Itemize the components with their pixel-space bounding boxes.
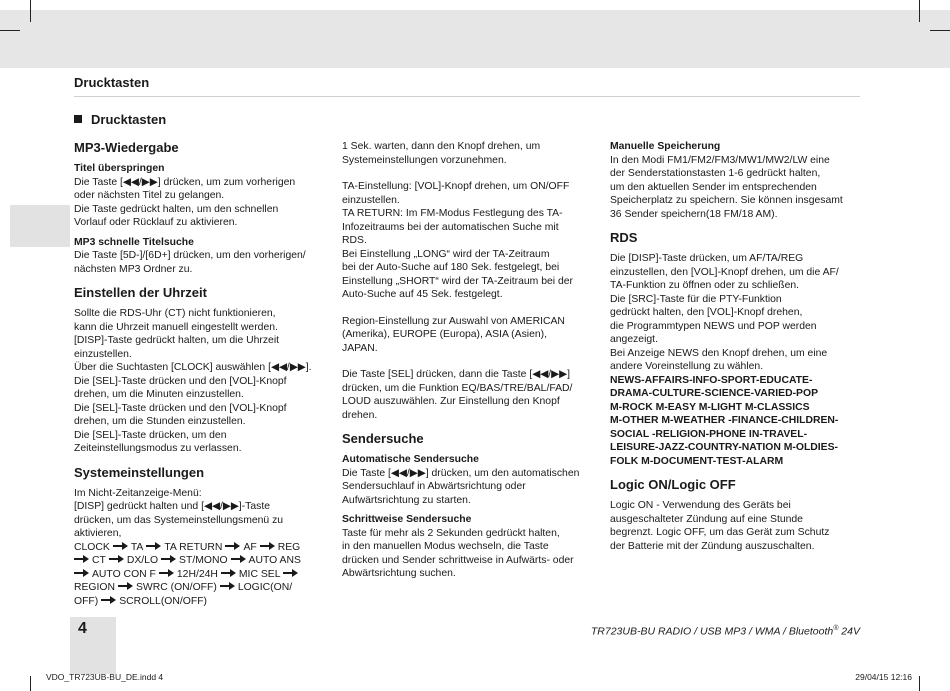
text-line: Über die Suchtasten [CLOCK] auswählen [◀◀/▶▶]. <box>74 362 312 373</box>
arrow-right-icon <box>146 542 161 550</box>
text-line: Aufwärtsrichtung zu starten. <box>342 494 471 506</box>
text-line: um den aktuellen Sender im entsprechenden <box>610 181 817 193</box>
pty-line: M-OTHER M-WEATHER -FINANCE-CHILDREN- <box>610 415 839 426</box>
heading-clock: Einstellen der Uhrzeit <box>74 285 207 300</box>
heading-logic: Logic ON/Logic OFF <box>610 477 736 492</box>
text-line: Systemeinstellungen vorzunehmen. <box>342 154 507 166</box>
pty-line: SOCIAL -RELIGION-PHONE IN-TRAVEL- <box>610 428 808 440</box>
heading-system: Systemeinstellungen <box>74 464 205 480</box>
arrow-right-icon <box>159 569 174 577</box>
arrow-right-icon <box>113 542 128 550</box>
text-line: angezeigt. <box>610 334 658 345</box>
text-line: bei der Auto-Suche auf 180 Sek. festgelegt, bei <box>342 262 560 273</box>
menu-item: AUTO CON F <box>92 568 156 580</box>
crop-mark <box>0 30 20 31</box>
menu-item: OFF) <box>74 595 99 607</box>
text-line: 36 Sender speichern(18 FM/18 AM). <box>610 208 778 220</box>
text-line: ausgeschalteter Zündung auf eine Stunde <box>610 513 803 525</box>
crop-mark <box>30 0 31 22</box>
menu-chain-line <box>74 568 329 582</box>
text-line: einzustellen. <box>74 348 132 360</box>
heading-station-search: Sendersuche <box>342 431 424 446</box>
subheading-step-search: Schrittweise Sendersuche <box>342 514 472 525</box>
text-line: drehen. <box>342 409 378 421</box>
menu-item: MIC SEL <box>238 568 281 580</box>
registered-mark: ® <box>833 625 839 632</box>
text-line: JAPAN. <box>342 342 378 354</box>
text-line: [DISP]-Taste gedrückt halten, um die Uhrzeit <box>74 335 280 346</box>
text-line: Zeiteinstellungsmodus zu verlassen. <box>74 443 242 454</box>
text-line: Taste für mehr als 2 Sekunden gedrückt halten, <box>342 527 560 539</box>
text-line: der Batterie mit der Zündung auszuschalten. <box>610 540 815 552</box>
crop-mark <box>919 676 920 691</box>
arrow-right-icon <box>109 555 124 563</box>
arrow-right-icon <box>221 569 236 577</box>
text-line: Die [SEL]-Taste drücken, um den <box>74 429 227 441</box>
text-line: Im Nicht-Zeitanzeige-Menü: <box>74 487 202 499</box>
text-line: oder nächsten Titel zu gelangen. <box>74 190 225 201</box>
menu-item: AUTO ANS <box>248 555 301 566</box>
footer-model-suffix: 24V <box>838 625 860 638</box>
subheading-manual-store: Manuelle Speicherung <box>610 141 721 152</box>
text-line: Die [SEL]-Taste drücken und den [VOL]-Knopf <box>74 402 287 414</box>
text-line: kann die Uhrzeit manuell eingestellt werden. <box>74 321 278 333</box>
text-line: drehen, um die Stunden einzustellen. <box>74 416 246 427</box>
text-line: In den Modi FM1/FM2/FM3/MW1/MW2/LW eine <box>610 154 830 166</box>
footer-filename: VDO_TR723UB-BU_DE.indd 4 <box>46 672 164 682</box>
text-line: andere Voreinstellung zu wählen. <box>610 361 764 372</box>
text-line: drücken, um die Funktion EQ/BAS/TRE/BAL/FAD/ <box>342 382 573 394</box>
text-line: Die Taste [◀◀/▶▶] drücken, um den automatischen <box>342 467 580 479</box>
heading-rds: RDS <box>610 230 638 245</box>
arrow-right-icon <box>283 569 298 577</box>
menu-chain-line <box>74 541 329 555</box>
text-line: [DISP] gedrückt halten und [◀◀/▶▶]-Taste <box>74 501 270 512</box>
text-line: Infozeitraums bei der automatischen Suche mit <box>342 221 559 233</box>
section-heading <box>74 112 166 127</box>
footer-model <box>591 625 860 638</box>
text-line: Die [SRC]-Taste für die PTY-Funktion <box>610 293 782 305</box>
text-line: TA RETURN: Im FM-Modus Festlegung des TA- <box>342 208 563 219</box>
menu-item: LOGIC(ON/ <box>237 582 293 593</box>
text-line: Die [SEL]-Taste drücken und den [VOL]-Knopf <box>74 375 287 387</box>
arrow-right-icon <box>161 555 176 563</box>
page-number: 4 <box>78 620 87 637</box>
pty-line: LEISURE-JAZZ-COUNTRY-NATION M-OLDIES- <box>610 442 839 453</box>
text-line: Bei Einstellung „LONG“ wird der TA-Zeitraum <box>342 248 550 260</box>
menu-chain-line <box>74 554 329 568</box>
menu-item: TA RETURN <box>164 541 223 553</box>
menu-chain-line <box>74 595 329 609</box>
menu-item: TA <box>130 541 144 553</box>
pty-line: NEWS-AFFAIRS-INFO-SPORT-EDUCATE- <box>610 374 813 386</box>
text-line: (Amerika), EUROPE (Europa), ASIA (Asien), <box>342 329 547 340</box>
text-line: Auto-Suche auf 45 Sek. festgelegt. <box>342 289 503 300</box>
subheading-search: MP3 schnelle Titelsuche <box>74 236 194 248</box>
text-line: Die Taste [SEL] drücken, dann die Taste [◀◀/▶▶] <box>342 369 570 380</box>
text-line: drücken und Sender schrittweise in Aufwärts- oder <box>342 554 574 566</box>
text-line: Vorlauf oder Rücklauf zu aktivieren. <box>74 217 238 228</box>
text-line: drehen, um die Minuten einzustellen. <box>74 389 244 400</box>
footer-model-text: TR723UB-BU RADIO / USB MP3 / WMA / Bluetooth <box>590 625 834 638</box>
text-line: Sollte die RDS-Uhr (CT) nicht funktionieren, <box>74 308 276 319</box>
text-line: TA-Funktion zu öffnen oder zu schließen. <box>610 280 800 291</box>
top-gray-band <box>0 10 950 68</box>
subheading-auto-search: Automatische Sendersuche <box>342 454 479 465</box>
menu-item: 12H/24H <box>176 568 218 580</box>
text-line: 1 Sek. warten, dann den Knopf drehen, um <box>342 141 541 152</box>
arrow-right-icon <box>118 582 133 590</box>
arrow-right-icon <box>231 555 246 563</box>
arrow-right-icon <box>101 596 116 604</box>
arrow-right-icon <box>74 555 89 563</box>
arrow-right-icon <box>260 542 275 550</box>
page-tab <box>70 617 116 674</box>
text-line: LOUD auszuwählen. Zur Einstellung den Knopf <box>342 396 560 407</box>
menu-item: REG <box>277 541 301 553</box>
arrow-right-icon <box>225 542 240 550</box>
text-line: TA-Einstellung: [VOL]-Knopf drehen, um ON/OFF <box>342 181 570 192</box>
text-line: aktivieren, <box>74 528 122 539</box>
crop-mark <box>30 676 31 691</box>
page-header: Drucktasten <box>74 75 150 90</box>
menu-item: CT <box>92 555 106 566</box>
text-line: Abwärtsrichtung suchen. <box>342 568 456 579</box>
column-left <box>74 140 329 608</box>
text-line: einzustellen. <box>342 194 400 206</box>
text-line: die Programmtypen NEWS und POP werden <box>610 320 817 332</box>
crop-mark <box>930 30 950 31</box>
text-line: Speicherplatz zu speichern. Sie können insgesamt <box>610 195 843 206</box>
text-line: der Senderstationstasten 1-6 gedrückt halten, <box>610 168 821 179</box>
menu-item: SWRC (ON/OFF) <box>136 582 217 593</box>
text-line: drücken, um das Systemeinstellungsmenü zu <box>74 514 284 526</box>
crop-mark <box>919 0 920 22</box>
text-line: in den manuellen Modus wechseln, die Taste <box>342 541 549 552</box>
pty-line: FOLK M-DOCUMENT-TEST-ALARM <box>610 455 784 467</box>
text-line: RDS. <box>342 235 367 246</box>
text-line: Die Taste [5D-]/[6D+] drücken, um den vorherigen/ <box>74 250 306 261</box>
text-line: nächsten MP3 Ordner zu. <box>74 263 193 275</box>
menu-chain-line <box>74 581 329 595</box>
menu-item: AF <box>243 541 257 553</box>
subheading-skip: Titel überspringen <box>74 163 165 174</box>
text-line: Region-Einstellung zur Auswahl von AMERICAN <box>342 315 565 327</box>
menu-item: CLOCK <box>74 541 110 553</box>
section-title: Drucktasten <box>91 112 167 127</box>
text-line: gedrückt halten, den [VOL]-Knopf drehen, <box>610 307 803 318</box>
menu-item: DX/LO <box>126 555 159 566</box>
heading-mp3: MP3-Wiedergabe <box>74 140 179 155</box>
text-line: Sendersuchlauf in Abwärtsrichtung oder <box>342 481 526 492</box>
pty-line: DRAMA-CULTURE-SCIENCE-VARIED-POP <box>610 388 818 399</box>
arrow-right-icon <box>74 569 89 577</box>
square-bullet-icon <box>74 115 82 123</box>
text-line: Die Taste gedrückt halten, um den schnellen <box>74 203 279 215</box>
column-right <box>610 140 862 553</box>
text-line: Bei Anzeige NEWS den Knopf drehen, um eine <box>610 347 828 359</box>
pty-line: M-ROCK M-EASY M-LIGHT M-CLASSICS <box>610 401 810 413</box>
menu-item: REGION <box>74 582 115 593</box>
menu-item: SCROLL(ON/OFF) <box>119 595 207 607</box>
arrow-right-icon <box>220 582 235 590</box>
side-tab <box>10 205 70 247</box>
header-rule <box>74 96 860 97</box>
text-line: Die [DISP]-Taste drücken, um AF/TA/REG <box>610 253 804 264</box>
text-line: einzustellen, den [VOL]-Knopf drehen, um die AF/ <box>610 266 839 278</box>
text-line: Die Taste [◀◀/▶▶] drücken, um zum vorherigen <box>74 176 296 188</box>
column-middle <box>342 140 596 581</box>
text-line: Einstellung „SHORT“ wird der TA-Zeitraum bei der <box>342 275 573 287</box>
text-line: begrenzt. Logic OFF, um das Gerät zum Schutz <box>610 527 830 538</box>
menu-item: ST/MONO <box>179 555 228 566</box>
footer-timestamp: 29/04/15 12:16 <box>855 672 912 682</box>
text-line: Logic ON - Verwendung des Geräts bei <box>610 500 791 511</box>
